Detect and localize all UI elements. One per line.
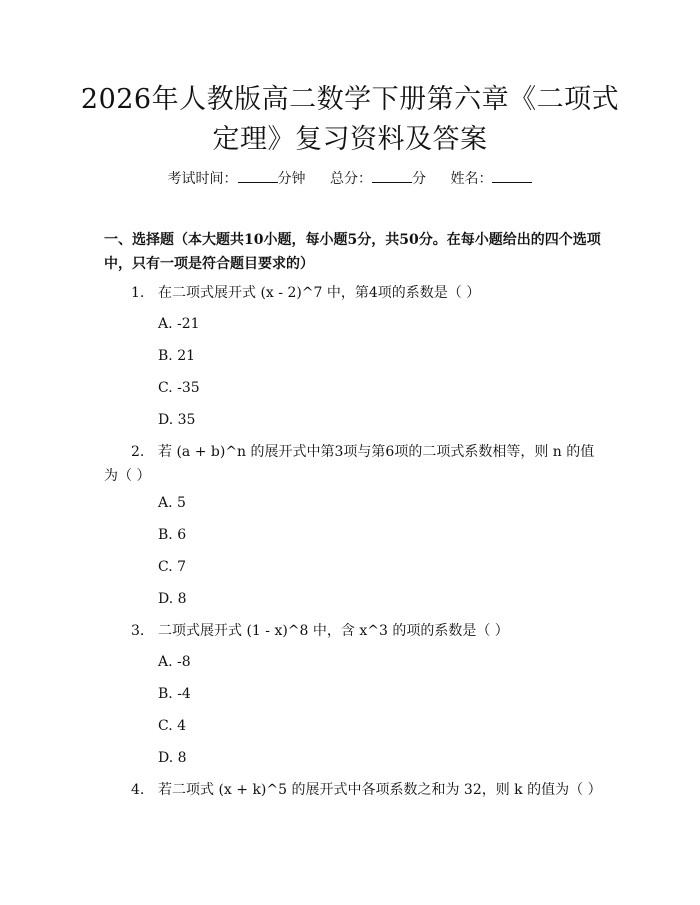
total-score-unit: 分 — [412, 171, 426, 187]
question-3-option-c: C. 4 — [158, 718, 187, 734]
student-name-label: 姓名： — [450, 171, 493, 187]
question-text: 若二项式 (x + k)^5 的展开式中各项系数之和为 32，则 k 的值为（ ） — [158, 782, 602, 798]
exam-time-unit: 分钟 — [277, 171, 306, 187]
question-text: 若 (a + b)^n 的展开式中第3项与第6项的二项式系数相等，则 n 的值为（ ） — [104, 444, 595, 484]
question-2-option-a: A. 5 — [158, 495, 186, 511]
student-name-field — [450, 168, 532, 189]
question-1 — [104, 281, 604, 305]
exam-time-field — [168, 168, 306, 189]
total-score-label: 总分： — [330, 171, 372, 187]
question-number: 4. — [131, 782, 145, 798]
question-1-option-b: B. 21 — [158, 348, 196, 364]
question-1-option-a: A. -21 — [158, 316, 200, 332]
question-number: 3. — [131, 623, 145, 639]
exam-info-row — [0, 168, 700, 189]
question-number: 2. — [131, 444, 145, 460]
document-title — [40, 80, 660, 160]
question-1-option-c: C. -35 — [158, 380, 200, 396]
question-3-option-d: D. 8 — [158, 750, 187, 766]
total-score-field — [330, 168, 426, 189]
question-3 — [104, 619, 604, 643]
question-2-option-d: D. 8 — [158, 591, 187, 607]
total-score-blank — [372, 168, 412, 183]
exam-time-label: 考试时间： — [167, 171, 238, 187]
question-text: 二项式展开式 (1 - x)^8 中，含 x^3 的项的系数是（ ） — [158, 623, 509, 639]
question-2 — [104, 440, 604, 488]
title-line-1: 2026年人教版高二数学下册第六章《二项式 — [80, 84, 620, 115]
question-text: 在二项式展开式 (x - 2)^7 中，第4项的系数是（ ） — [158, 285, 481, 301]
question-2-option-c: C. 7 — [158, 559, 187, 575]
question-number: 1. — [131, 285, 145, 301]
section-heading: 一、选择题（本大题共10小题，每小题5分，共50分。在每小题给出的四个选项中，只有一项是符合题目要求的） — [104, 232, 601, 272]
student-name-blank — [492, 168, 532, 183]
exam-time-blank — [238, 168, 278, 183]
question-1-option-d: D. 35 — [158, 412, 196, 428]
question-3-option-a: A. -8 — [158, 654, 191, 670]
question-2-option-b: B. 6 — [158, 527, 187, 543]
question-3-option-b: B. -4 — [158, 686, 191, 702]
title-line-2: 定理》复习资料及答案 — [212, 124, 488, 155]
question-4 — [104, 778, 604, 802]
